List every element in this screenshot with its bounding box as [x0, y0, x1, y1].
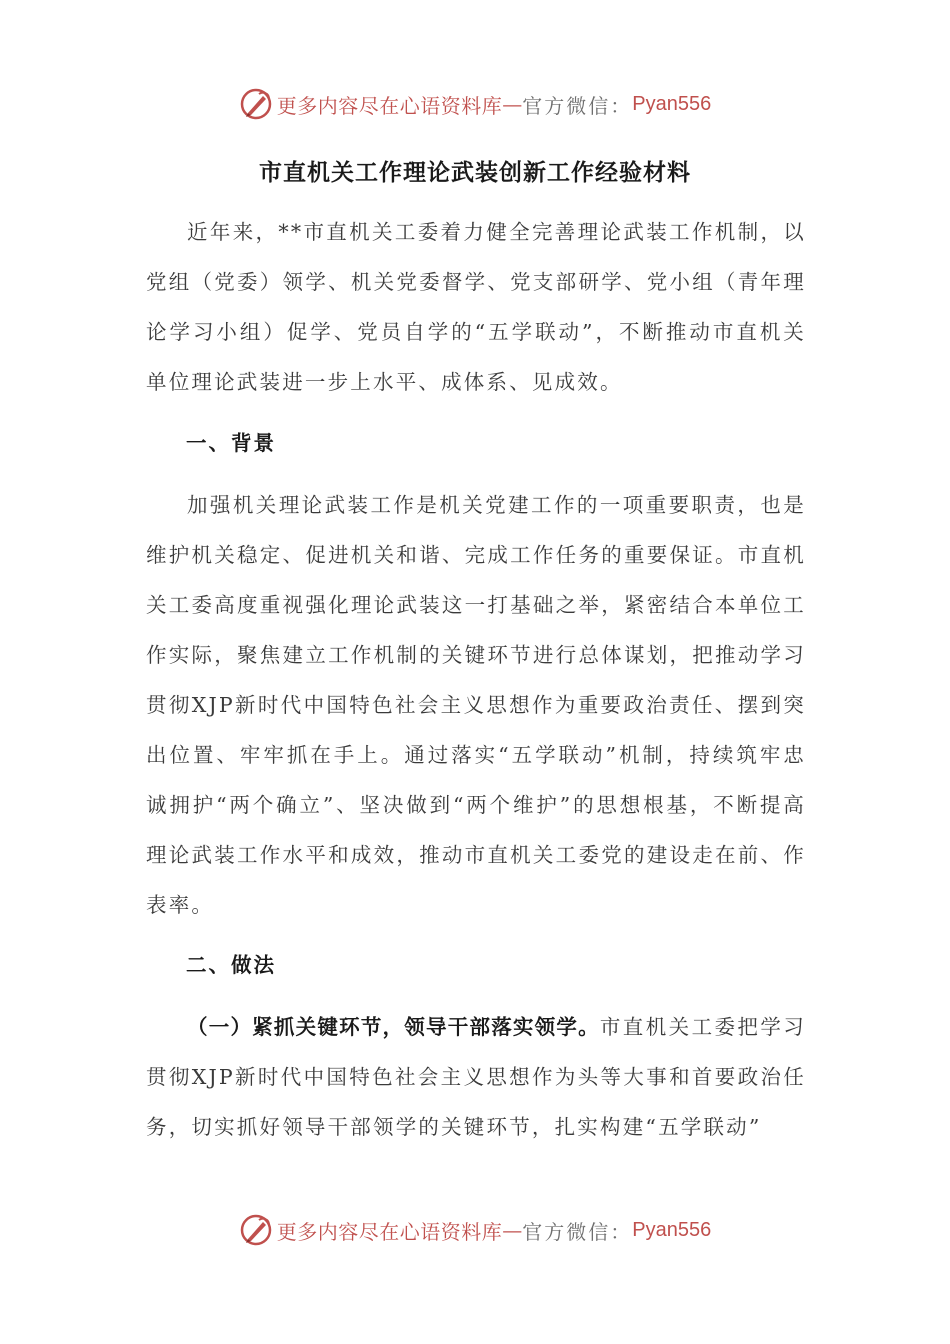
watermark-header: [0, 84, 950, 124]
watermark-dash: —: [502, 92, 523, 116]
watermark-text: 更多内容尽在心语资料库: [276, 93, 503, 118]
subsection-lead: （一）紧抓关键环节，领导干部落实领学。: [187, 1015, 600, 1039]
pen-logo-icon: [239, 1213, 273, 1247]
watermark-text: 更多内容尽在心语资料库: [276, 1219, 503, 1244]
watermark-footer: [0, 1210, 950, 1250]
section-heading-background: 一、背景: [186, 431, 276, 455]
section-heading-methods: 二、做法: [186, 953, 276, 977]
watermark-dash: —: [502, 1218, 523, 1242]
pen-logo-icon: [239, 87, 273, 121]
document-title: 市直机关工作理论武装创新工作经验材料: [259, 160, 691, 186]
intro-paragraph: 近年来，**市直机关工委着力健全完善理论武装工作机制，以党组（党委）领学、机关党委督学、党支部研学、党小组（青年理论学习小组）促学、党员自学的“五学联动”，不断推动市直机关单位理论武装进一步上水平、成体系、见成效。: [146, 220, 806, 394]
watermark-wechat-label: 官方微信：: [522, 93, 633, 118]
background-paragraph: 加强机关理论武装工作是机关党建工作的一项重要职责，也是维护机关稳定、促进机关和谐、完成工作任务的重要保证。市直机关工委高度重视强化理论武装这一打基础之举，紧密结合本单位工作实际，聚焦建立工作机制的关键环节进行总体谋划，把推动学习贯彻XJP新时代中国特色社会主义思想作为重要政治责任、摆到突出位置、牢牢抓在手上。通过落实“五学联动”机制，持续筑牢忠诚拥护“两个确立”、坚决做到“两个维护”的思想根基，不断提高理论武装工作水平和成效，推动市直机关工委党的建设走在前、作表率。: [146, 493, 806, 917]
watermark-wechat-label: 官方微信：: [522, 1219, 633, 1244]
subsection-body: 市直机关工委把学习贯彻XJP新时代中国特色社会主义思想作为头等大事和首要政治任务，切实抓好领导干部领学的关键环节，扎实构建“五学联动”: [146, 1015, 806, 1139]
methods-paragraph: [146, 1002, 806, 1152]
watermark-wechat-id: Pyan556: [632, 1218, 712, 1241]
watermark-wechat-id: Pyan556: [632, 92, 712, 115]
